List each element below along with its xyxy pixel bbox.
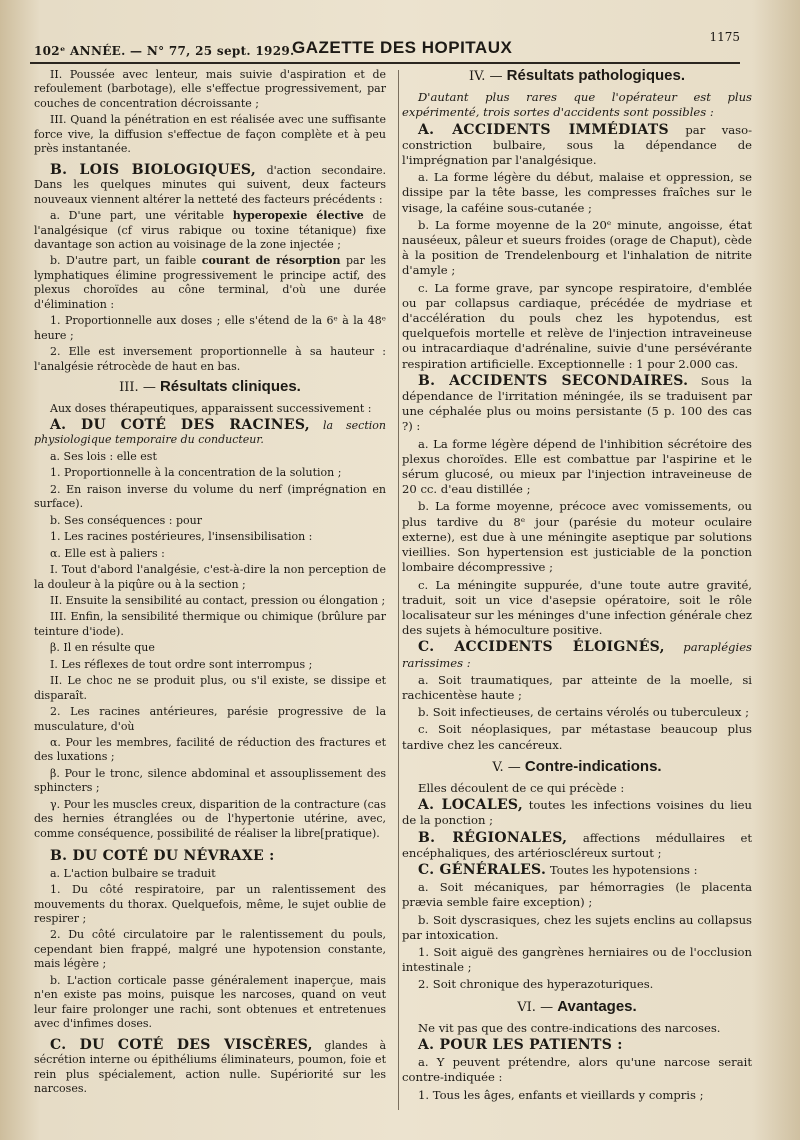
paragraph: b. La forme moyenne, précoce avec vomissements, ou plus tardive du 8ᵉ jour (parésie du moteur oculaire externe), est due à une méningite aseptique par solutions vieillies. Son hypertension est justiciable de la ponction lombaire décompressive ;: [402, 499, 752, 575]
paragraph: γ. Pour les muscles creux, disparition de la contracture (cas des hernies étranglées ou de l'hypertonie utérine, avec, comme conséquence, possibilité de réaliser la libre[pratique).: [34, 797, 386, 840]
journal-title: GAZETTE DES HOPITAUX: [292, 38, 513, 57]
paragraph: a. Soit traumatiques, par atteinte de la moelle, si rachicentèse haute ;: [402, 672, 752, 702]
paragraph: 1. Les racines postérieures, l'insensibilisation :: [50, 530, 313, 544]
right-column: [402, 68, 752, 1105]
paragraph: I. Tout d'abord l'analgésie, c'est-à-dire la non perception de la douleur à la piqûre ou à la section ;: [34, 563, 386, 591]
paragraph: 2. Du côté circulatoire par le ralentissement du pouls, cependant bien frappé, malgré une hypotension constante, mais légère ;: [34, 928, 386, 971]
paragraph: II. Ensuite la sensibilité au contact, pression ou élongation ;: [50, 593, 386, 607]
paragraph: a. La forme légère du début, malaise et oppression, se dissipe par la tête basse, les compresses fraîches sur le visage, la caféine sous-cutanée ;: [402, 170, 752, 215]
issue-line: 102ᵉ ANNÉE. — N° 77, 25 sept. 1929.: [34, 44, 295, 58]
paragraph: [402, 640, 752, 670]
section-heading: [402, 68, 752, 84]
paragraph: β. Pour le tronc, silence abdominal et assouplissement des sphincters ;: [34, 766, 386, 795]
page-number: 1175: [709, 30, 740, 44]
section-title: Résultats pathologiques.: [506, 67, 685, 84]
heading: B. RÉGIONALES,: [418, 829, 568, 846]
paragraph: c. La forme grave, par syncope respiratoire, d'emblée ou par collapsus cardiaque, précédée de mydriase et d'accélération du pouls chez les hypotendus, est quelquefois mortelle et relève de l'injection intraveineuse ou intracardiaque d'adrénaline, suivie d'une persévérante respiration artificielle. Exceptionnelle : 1 pour 2.000 cas.: [402, 280, 752, 371]
section-number: IV. —: [468, 69, 503, 84]
paragraph: D'autant plus rares que l'opérateur est plus expérimenté, trois sortes d'accidents sont possibles :: [402, 90, 752, 120]
paragraph: Elles découlent de ce qui précède :: [418, 780, 625, 795]
paragraph: 2. Soit chronique des hyperazoturiques.: [418, 977, 654, 992]
paragraph: [402, 1038, 752, 1053]
column-divider: [398, 70, 399, 1110]
paragraph: 2. Les racines antérieures, parésie progressive de la musculature, d'où: [34, 705, 386, 733]
paragraph: [34, 209, 386, 252]
left-column: [34, 68, 386, 1098]
section-title: Avantages.: [557, 997, 637, 1015]
paragraph-text: Sous la dépendance de l'irritation méningée, ils se traduisent par une céphalée plus ou moins persistante (5 p. 100 des cas ?) :: [402, 373, 752, 434]
bold-text: courant de résorption: [201, 254, 341, 268]
paragraph: 1. Tous les âges, enfants et vieillards y compris ;: [418, 1087, 704, 1102]
paragraph: b. L'action corticale passe généralement inaperçue, mais n'en existe pas moins, puisque les narcoses, quand on veut leur faire prolonger une rachi, sont obtenues et entretenues avec d'infimes doses.: [34, 973, 386, 1031]
paragraph: I. Les réflexes de tout ordre sont interrompus ;: [50, 657, 313, 671]
paragraph: a. La forme légère dépend de l'inhibition sécrétoire des plexus choroïdes. Elle est combattue par l'aspirine et le sérum glucosé, ou mieux par l'injection intraveineuse de 20 cc. d'eau distillée ;: [402, 436, 752, 497]
paragraph-text: d'action secondaire. Dans les quelques minutes qui suivent, deux facteurs nouveaux viennent altérer la netteté des facteurs précédents :: [34, 163, 386, 206]
paragraph: [402, 798, 752, 828]
heading: B. LOIS BIOLOGIQUES,: [50, 161, 256, 178]
paragraph: a. L'action bulbaire se traduit: [50, 866, 216, 880]
section-title: Contre-indications.: [524, 757, 662, 775]
heading: C. GÉNÉRALES.: [418, 861, 547, 878]
header-rule: [30, 62, 740, 64]
paragraph: Ne vit pas que des contre-indications des narcoses.: [418, 1020, 721, 1035]
paragraph: III. Enfin, la sensibilité thermique ou chimique (brûlure par teinture d'iode).: [34, 610, 386, 638]
paragraph: [402, 863, 752, 878]
paragraph: a. Ses lois : elle est: [50, 449, 157, 463]
section-number: III. —: [119, 380, 156, 396]
paragraph-text: Toutes les hypotensions :: [549, 862, 698, 877]
section-number: V. —: [492, 759, 521, 775]
paragraph: c. Soit néoplasiques, par métastase beaucoup plus tardive chez les cancéreux.: [402, 722, 752, 752]
paragraph: 1. Du côté respiratoire, par un ralentissement des mouvements du thorax. Quelquefois, même, le sujet oublie de respirer ;: [34, 883, 386, 926]
paragraph: [34, 1038, 386, 1097]
paragraph: b. Soit infectieuses, de certains vérolés ou tuberculeux ;: [418, 705, 750, 720]
paragraph: a. Y peuvent prétendre, alors qu'une narcose serait contre-indiquée :: [402, 1055, 752, 1085]
heading-sub: la section physiologique temporaire du conducteur.: [34, 418, 386, 447]
paragraph: c. La méningite suppurée, d'une toute autre gravité, traduit, soit un vice d'asepsie opératoire, soit le rôle localisateur sur les méninges d'une infection générale chez des sujets à hémoculture positive.: [402, 577, 752, 638]
text: par les lymphatiques élimine progressivement le principe actif, des plexus choroïdes au cône terminal, d'où une durée d'élimination :: [34, 254, 387, 311]
heading: B. DU COTÉ DU NÉVRAXE :: [50, 848, 275, 865]
section-heading: [402, 759, 752, 775]
paragraph: b. Ses conséquences : pour: [50, 513, 202, 527]
paragraph-text: affections médullaires et encéphaliques, des artérioscléreux surtout ;: [402, 830, 752, 860]
heading: A. ACCIDENTS IMMÉDIATS: [418, 121, 669, 138]
paragraph: b. La forme moyenne de la 20ᵉ minute, angoisse, état nauséeux, pâleur et sueurs froides (orage de Chaput), cède à la position de Trendelenbourg et l'inhalation de nitrite d'amyle ;: [402, 217, 752, 278]
paragraph: α. Elle est à paliers :: [50, 546, 165, 560]
paragraph: α. Pour les membres, facilité de réduction des fractures et des luxations ;: [34, 736, 386, 764]
section-number: VI. —: [517, 999, 554, 1015]
paragraph: β. Il en résulte que: [50, 641, 155, 655]
heading: C. ACCIDENTS ÉLOIGNÉS,: [418, 639, 665, 656]
heading-sub: paraplégies rarissimes :: [402, 640, 753, 670]
text: a. D'une part, une véritable: [50, 209, 225, 223]
paragraph: [34, 849, 386, 864]
bold-text: hyperopexie élective: [232, 209, 364, 223]
paragraph: [402, 374, 752, 435]
text: b. D'autre part, un faible: [50, 254, 197, 268]
section-title: Résultats cliniques.: [159, 378, 301, 396]
paragraph: [34, 418, 386, 448]
paragraph: a. Soit mécaniques, par hémorragies (le placenta prævia semble faire exception) ;: [402, 880, 752, 910]
paragraph: [402, 831, 752, 861]
paragraph: II. Poussée avec lenteur, mais suivie d'aspiration et de refoulement (barbotage), elle s'effectue progressivement, par couches de concentration décroissante ;: [34, 68, 386, 110]
section-heading: [402, 999, 752, 1015]
paragraph: 1. Proportionnelle aux doses ; elle s'étend de la 6ᵉ à la 48ᵉ heure ;: [34, 314, 386, 342]
heading: A. LOCALES,: [418, 797, 524, 814]
paragraph: 2. En raison inverse du volume du nerf (imprégnation en surface).: [34, 482, 386, 511]
heading: B. ACCIDENTS SECONDAIRES.: [418, 372, 689, 389]
section-heading: [34, 380, 386, 395]
page-header: [30, 30, 740, 60]
text: de l'analgésique (cf virus rabique ou toxine tétanique) fixe davantage son action au voisinage de la zone injectée ;: [34, 209, 386, 251]
heading: C. DU COTÉ DES VISCÈRES,: [50, 1036, 313, 1053]
heading: A. POUR LES PATIENTS :: [418, 1036, 623, 1053]
paragraph: Aux doses thérapeutiques, apparaissent successivement :: [50, 401, 372, 415]
paragraph-text: glandes à sécrétion interne ou épithéliums éliminateurs, poumon, foie et rein plus spécialement, action nulle. Supériorité sur les narcoses.: [34, 1038, 386, 1095]
paragraph: 1. Proportionnelle à la concentration de la solution ;: [50, 466, 342, 480]
paragraph: 2. Elle est inversement proportionnelle à sa hauteur : l'analgésie rétrocède de haut en bas.: [34, 345, 386, 373]
paragraph: [402, 123, 752, 169]
paragraph: b. Soit dyscrasiques, chez les sujets enclins au collapsus par intoxication.: [402, 912, 752, 942]
heading: A. DU COTÉ DES RACINES,: [50, 416, 310, 433]
paragraph: [34, 163, 386, 207]
paragraph-text: toutes les infections voisines du lieu de la ponction ;: [402, 798, 752, 828]
paragraph: [34, 254, 386, 312]
paragraph-text: par vaso-constriction bulbaire, sous la dépendance de l'imprégnation par l'analgésique.: [402, 122, 753, 168]
paragraph: II. Le choc ne se produit plus, ou s'il existe, se dissipe et disparaît.: [34, 674, 386, 702]
paragraph: III. Quand la pénétration en est réalisée avec une suffisante force vive, la diffusion s'effectue de façon complète et à peu près instantanée.: [34, 113, 386, 156]
paragraph: 1. Soit aiguë des gangrènes herniaires ou de l'occlusion intestinale ;: [402, 944, 752, 975]
